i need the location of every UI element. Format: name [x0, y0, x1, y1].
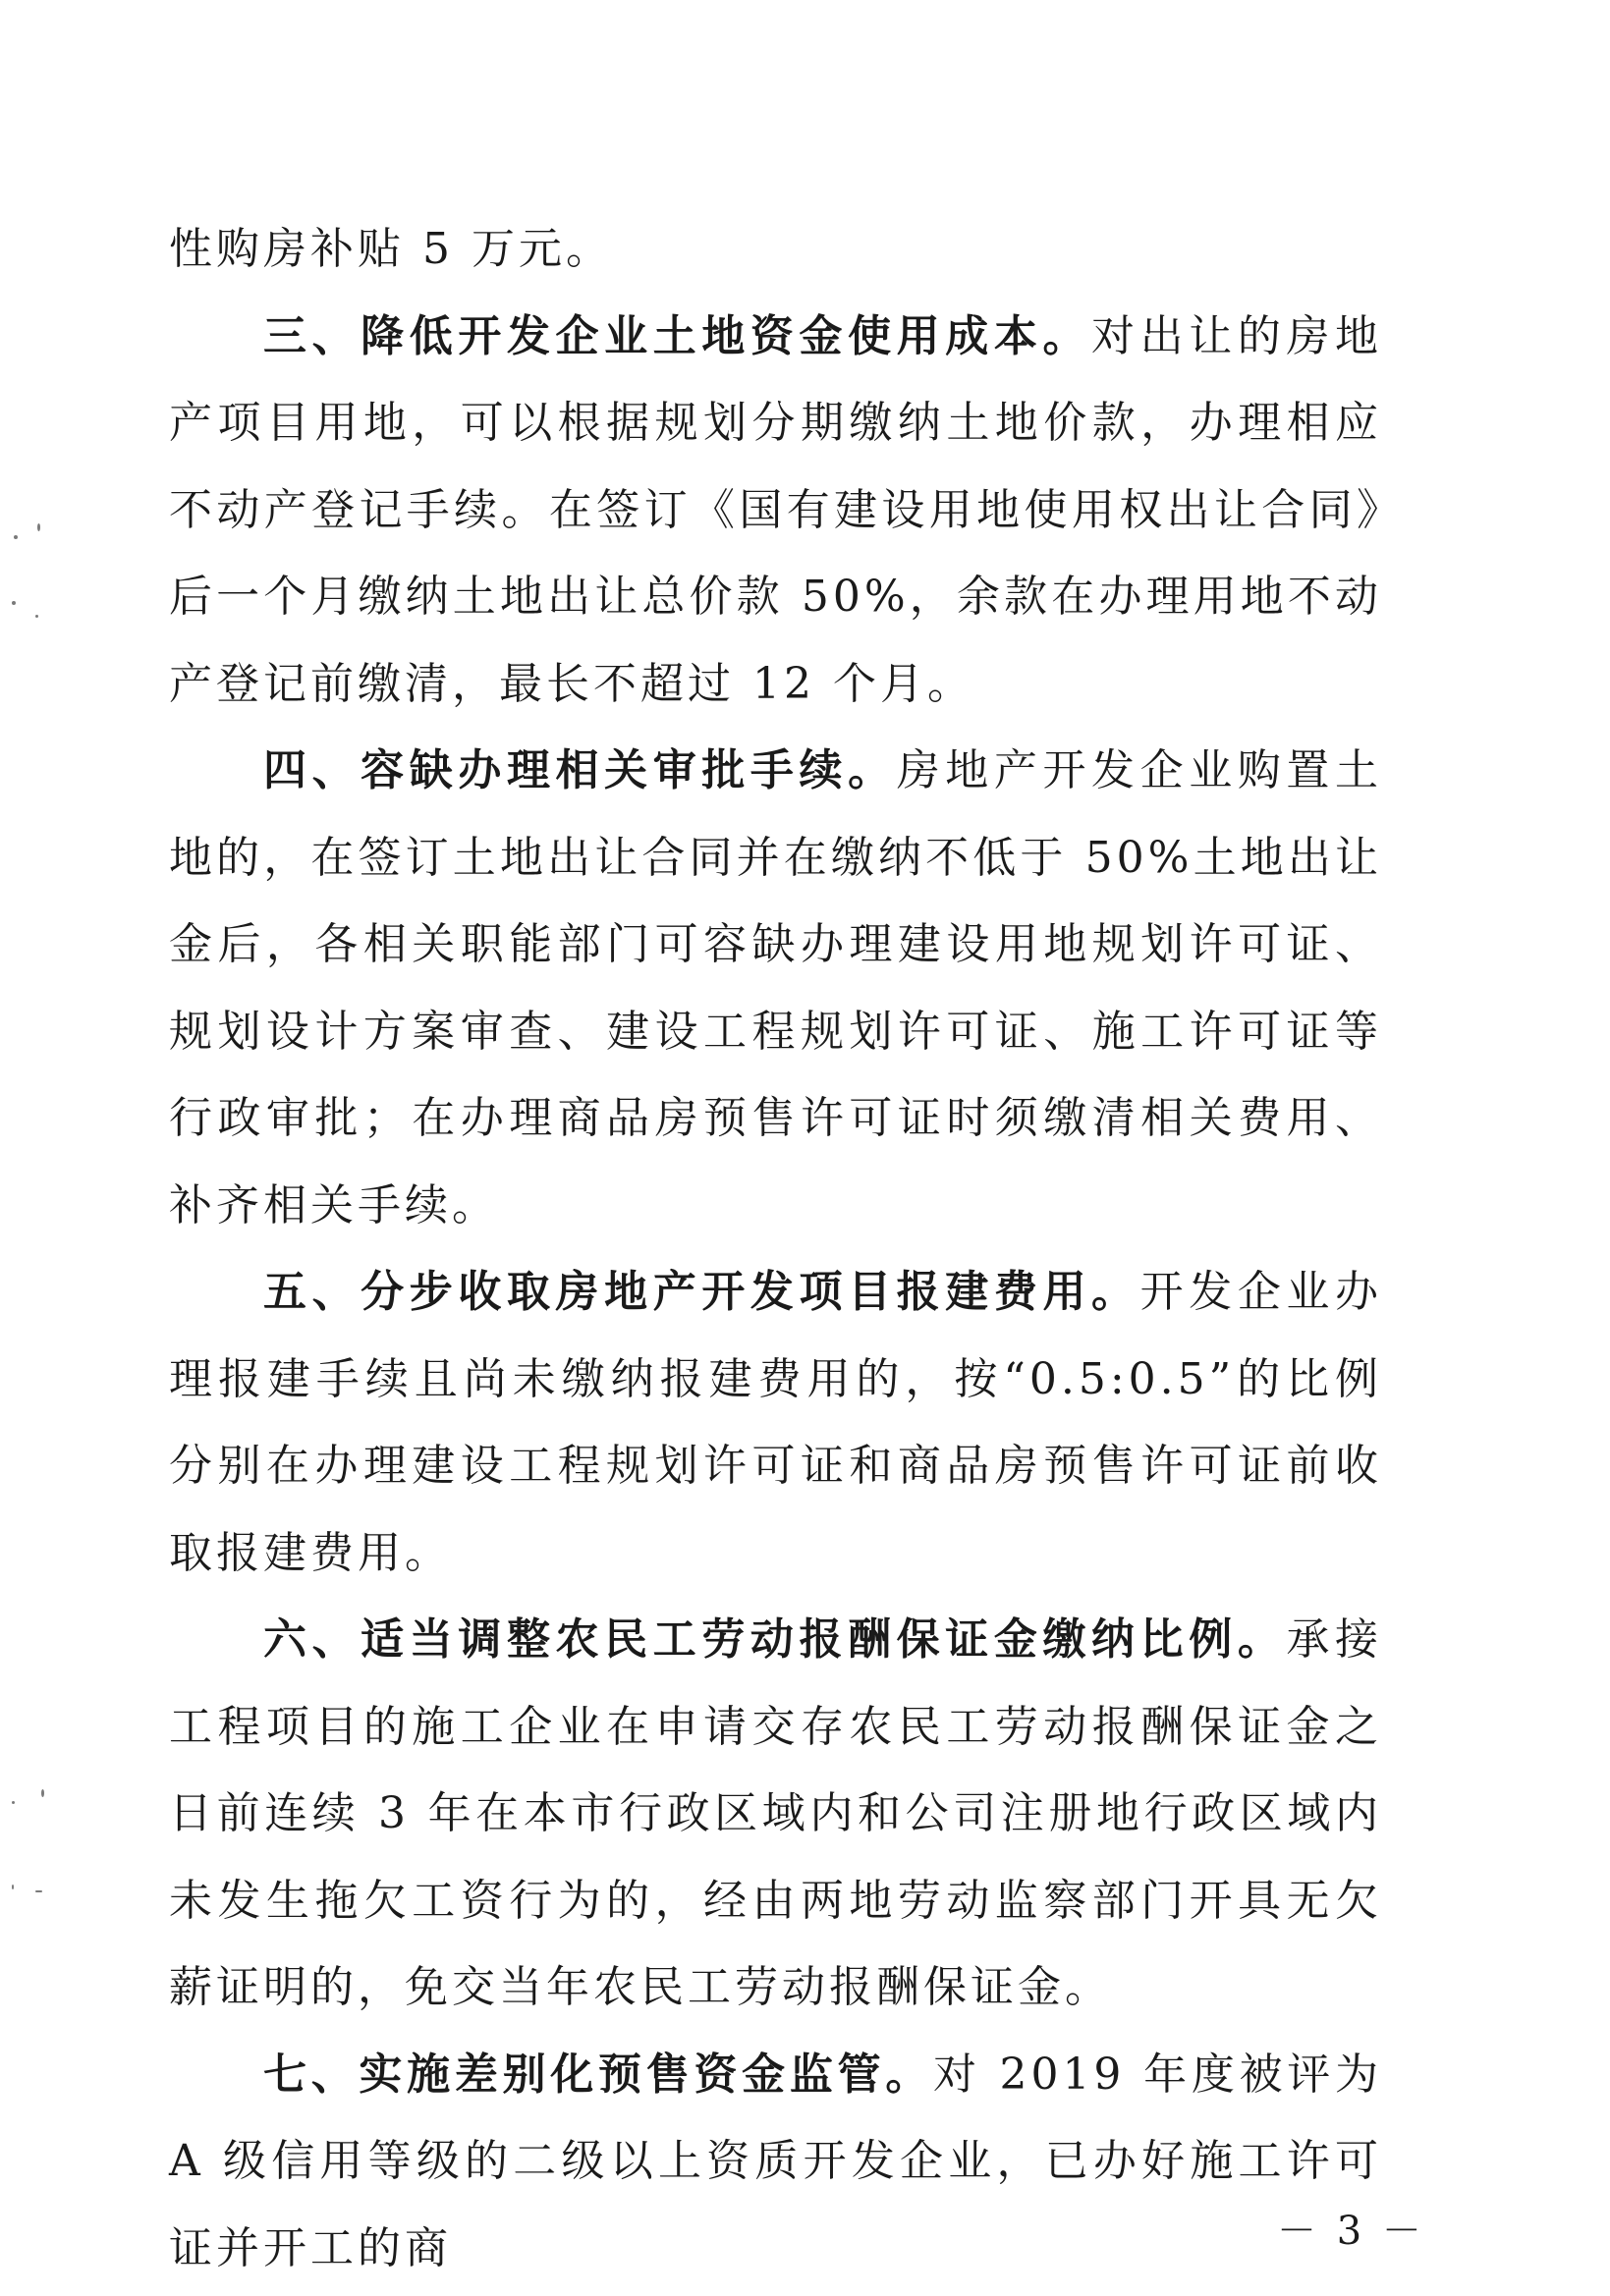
section-heading: 五、分步收取房地产开发项目报建费用。 — [263, 1267, 1140, 1317]
section-heading: 六、适当调整农民工劳动报酬保证金缴纳比例。 — [263, 1614, 1287, 1665]
paragraph-body: 性购房补贴 5 万元。 — [169, 224, 613, 274]
scan-speck — [12, 601, 16, 605]
paragraph-body: 房地产开发企业购置土地的，在签订土地出让合同并在缴纳不低于 50%土地出让金后，各相关职能部门可容缺办理建设用地规划许可证、规划设计方案审查、建设工程规划许可证、施工许可证等行政审批；在办理商品房预售许可证时须缴清相关费用、补齐相关手续。 — [169, 745, 1383, 1230]
page-number: － 3 － — [1277, 2209, 1425, 2254]
section-heading: 四、容缺办理相关审批手续。 — [263, 745, 897, 795]
section-heading: 七、实施差别化预售资金监管。 — [263, 2049, 934, 2100]
paragraph-section-4 — [169, 728, 1382, 1249]
section-heading: 三、降低开发企业土地资金使用成本。 — [263, 310, 1092, 361]
paragraph-body: 承接工程项目的施工企业在申请交存农民工劳动报酬保证金之日前连续 3 年在本市行政区域内和公司注册地行政区域内未发生拖欠工资行为的，经由两地劳动监察部门开具无欠薪证明的，免交当年农民工劳动报酬保证金。 — [169, 1614, 1383, 2012]
paragraph-body: 开发企业办理报建手续且尚未缴纳报建费用的，按“0.5:0.5”的比例分别在办理建设工程规划许可证和商品房预售许可证前收取报建费用。 — [169, 1267, 1383, 1578]
scan-speck — [41, 1789, 44, 1797]
scan-speck — [37, 523, 40, 531]
paragraph-continuation — [169, 206, 1382, 294]
paragraph-section-3 — [169, 294, 1382, 729]
paragraph-section-6 — [169, 1597, 1382, 2032]
scan-speck — [12, 1801, 15, 1804]
scan-speck — [35, 615, 38, 618]
document-body — [169, 206, 1382, 2292]
scan-speck — [14, 535, 18, 539]
paragraph-body: 对 2019 年度被评为 A 级信用等级的二级以上资质开发企业，已办好施工许可证并开工的商 — [169, 2049, 1382, 2273]
paragraph-section-5 — [169, 1249, 1382, 1597]
paragraph-body: 对出让的房地产项目用地，可以根据规划分期缴纳土地价款，办理相应不动产登记手续。在签订《国有建设用地使用权出让合同》后一个月缴纳土地出让总价款 50%，余款在办理用地不动产登记前缴清，最长不超过 12 个月。 — [169, 310, 1383, 709]
scan-speck — [12, 1885, 14, 1889]
scan-speck — [35, 1890, 42, 1892]
paragraph-section-7 — [169, 2032, 1382, 2293]
